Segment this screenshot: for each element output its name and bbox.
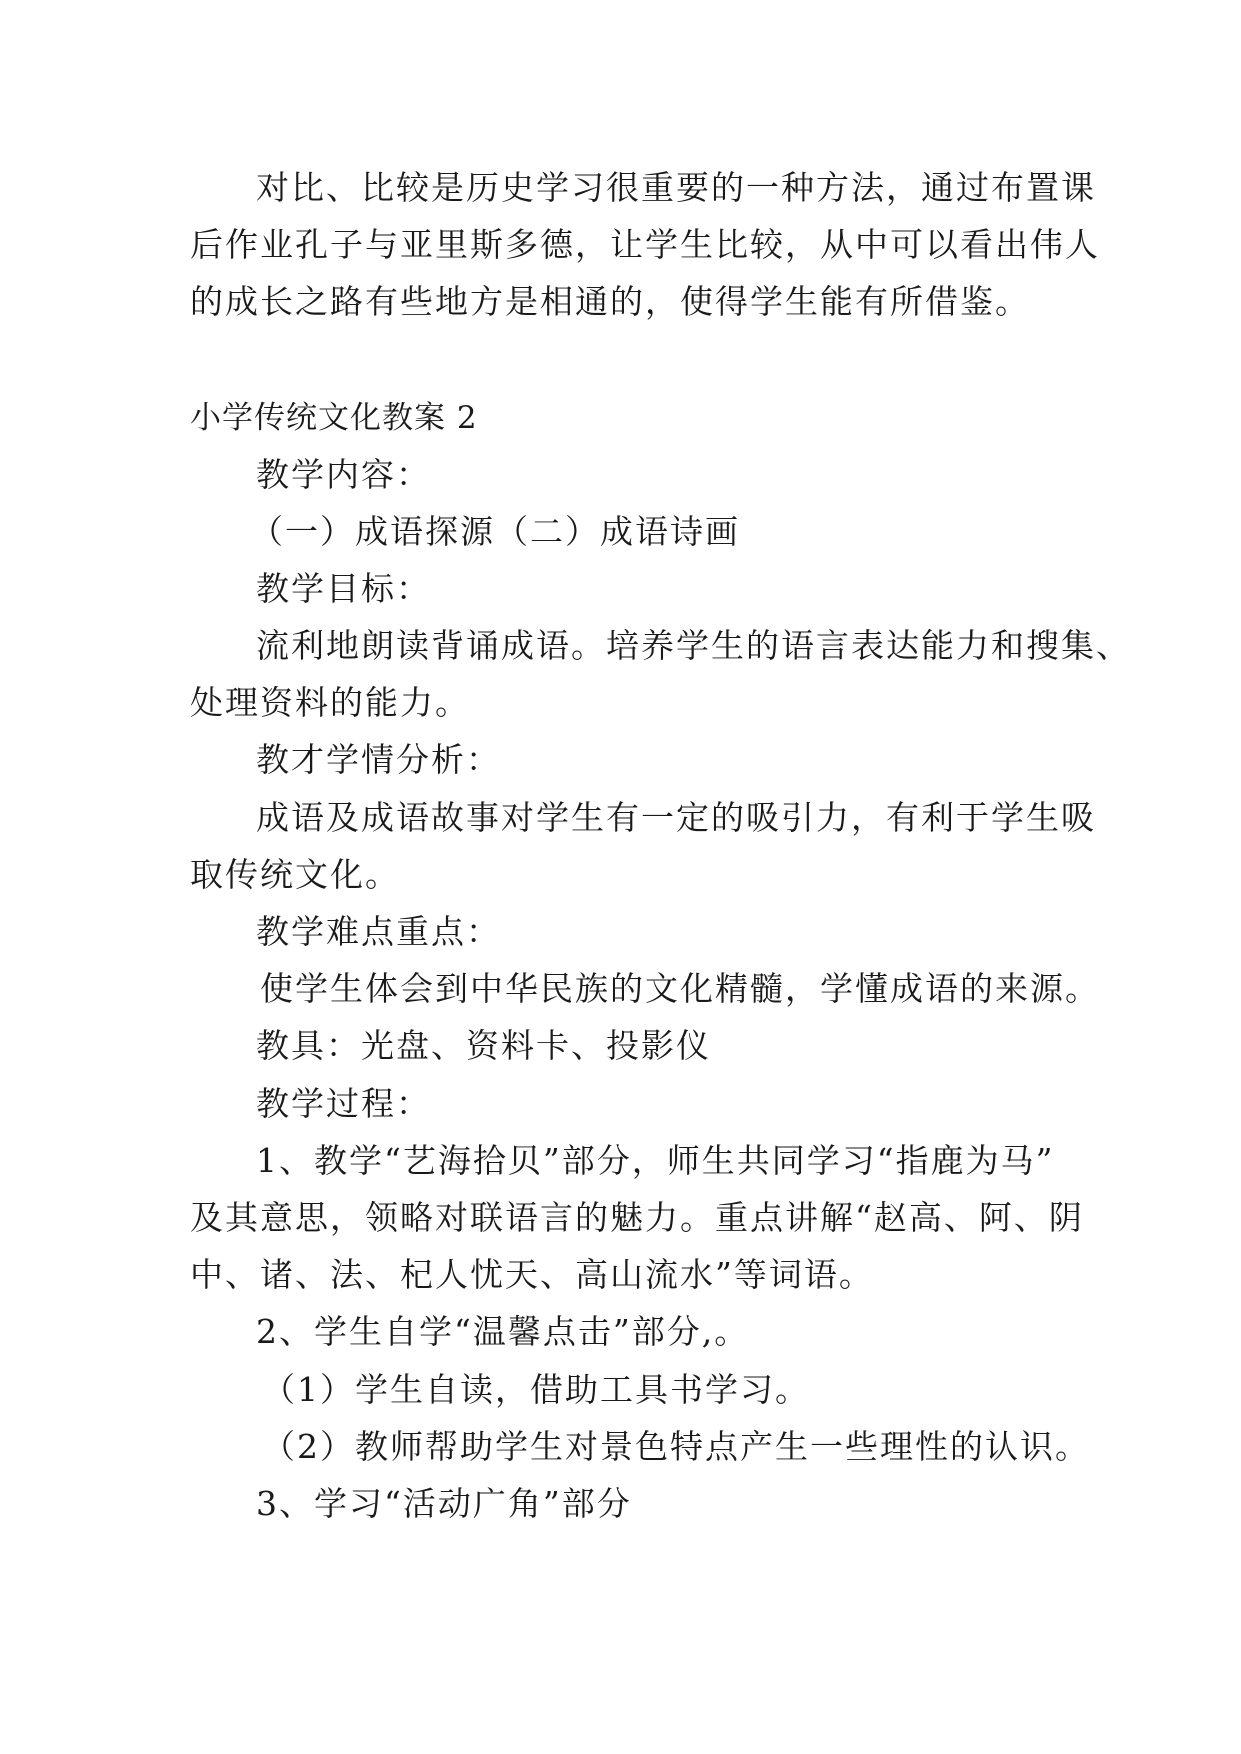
paragraph-line: 取传统文化。 — [190, 855, 400, 894]
paragraph-line: 教学内容： — [256, 455, 431, 494]
paragraph-line: 3、学习“活动广角”部分 — [256, 1484, 632, 1523]
paragraph-line: 对比、比较是历史学习很重要的一种方法，通过布置课 — [256, 168, 1096, 207]
paragraph-line: 的成长之路有些地方是相通的，使得学生能有所借鉴。 — [190, 282, 1030, 321]
paragraph-line: 处理资料的能力。 — [190, 683, 470, 722]
paragraph-line: 中、诸、法、杞人忧天、高山流水”等词语。 — [190, 1255, 874, 1294]
paragraph-line: 后作业孔子与亚里斯多德，让学生比较，从中可以看出伟人 — [190, 225, 1100, 264]
paragraph-line: （2）教师帮助学生对景色特点产生一些理性的认识。 — [262, 1427, 1090, 1466]
paragraph-line: 流利地朗读背诵成语。培养学生的语言表达能力和搜集、 — [256, 626, 1131, 665]
paragraph-line: （1）学生自读，借助工具书学习。 — [262, 1370, 810, 1409]
paragraph-line: 使学生体会到中华民族的文化精髓，学懂成语的来源。 — [260, 969, 1100, 1008]
paragraph-line: （一）成语探源（二）成语诗画 — [250, 512, 740, 551]
paragraph-line: 2、学生自学“温馨点击”部分,。 — [256, 1312, 750, 1351]
paragraph-line: 教学目标： — [256, 569, 431, 608]
paragraph-line: 教具：光盘、资料卡、投影仪 — [256, 1026, 711, 1065]
section-heading: 小学传统文化教案 2 — [190, 400, 478, 436]
paragraph-line: 教学过程： — [256, 1084, 431, 1123]
paragraph-line: 及其意思，领略对联语言的魅力。重点讲解“赵高、阿、阴 — [190, 1198, 1084, 1237]
paragraph-line: 教学难点重点： — [256, 912, 501, 951]
paragraph-line: 1、教学“艺海拾贝”部分，师生共同学习“指鹿为马” — [256, 1141, 1055, 1180]
paragraph-line: 成语及成语故事对学生有一定的吸引力，有利于学生吸 — [256, 798, 1096, 837]
paragraph-line: 教才学情分析： — [256, 740, 501, 779]
